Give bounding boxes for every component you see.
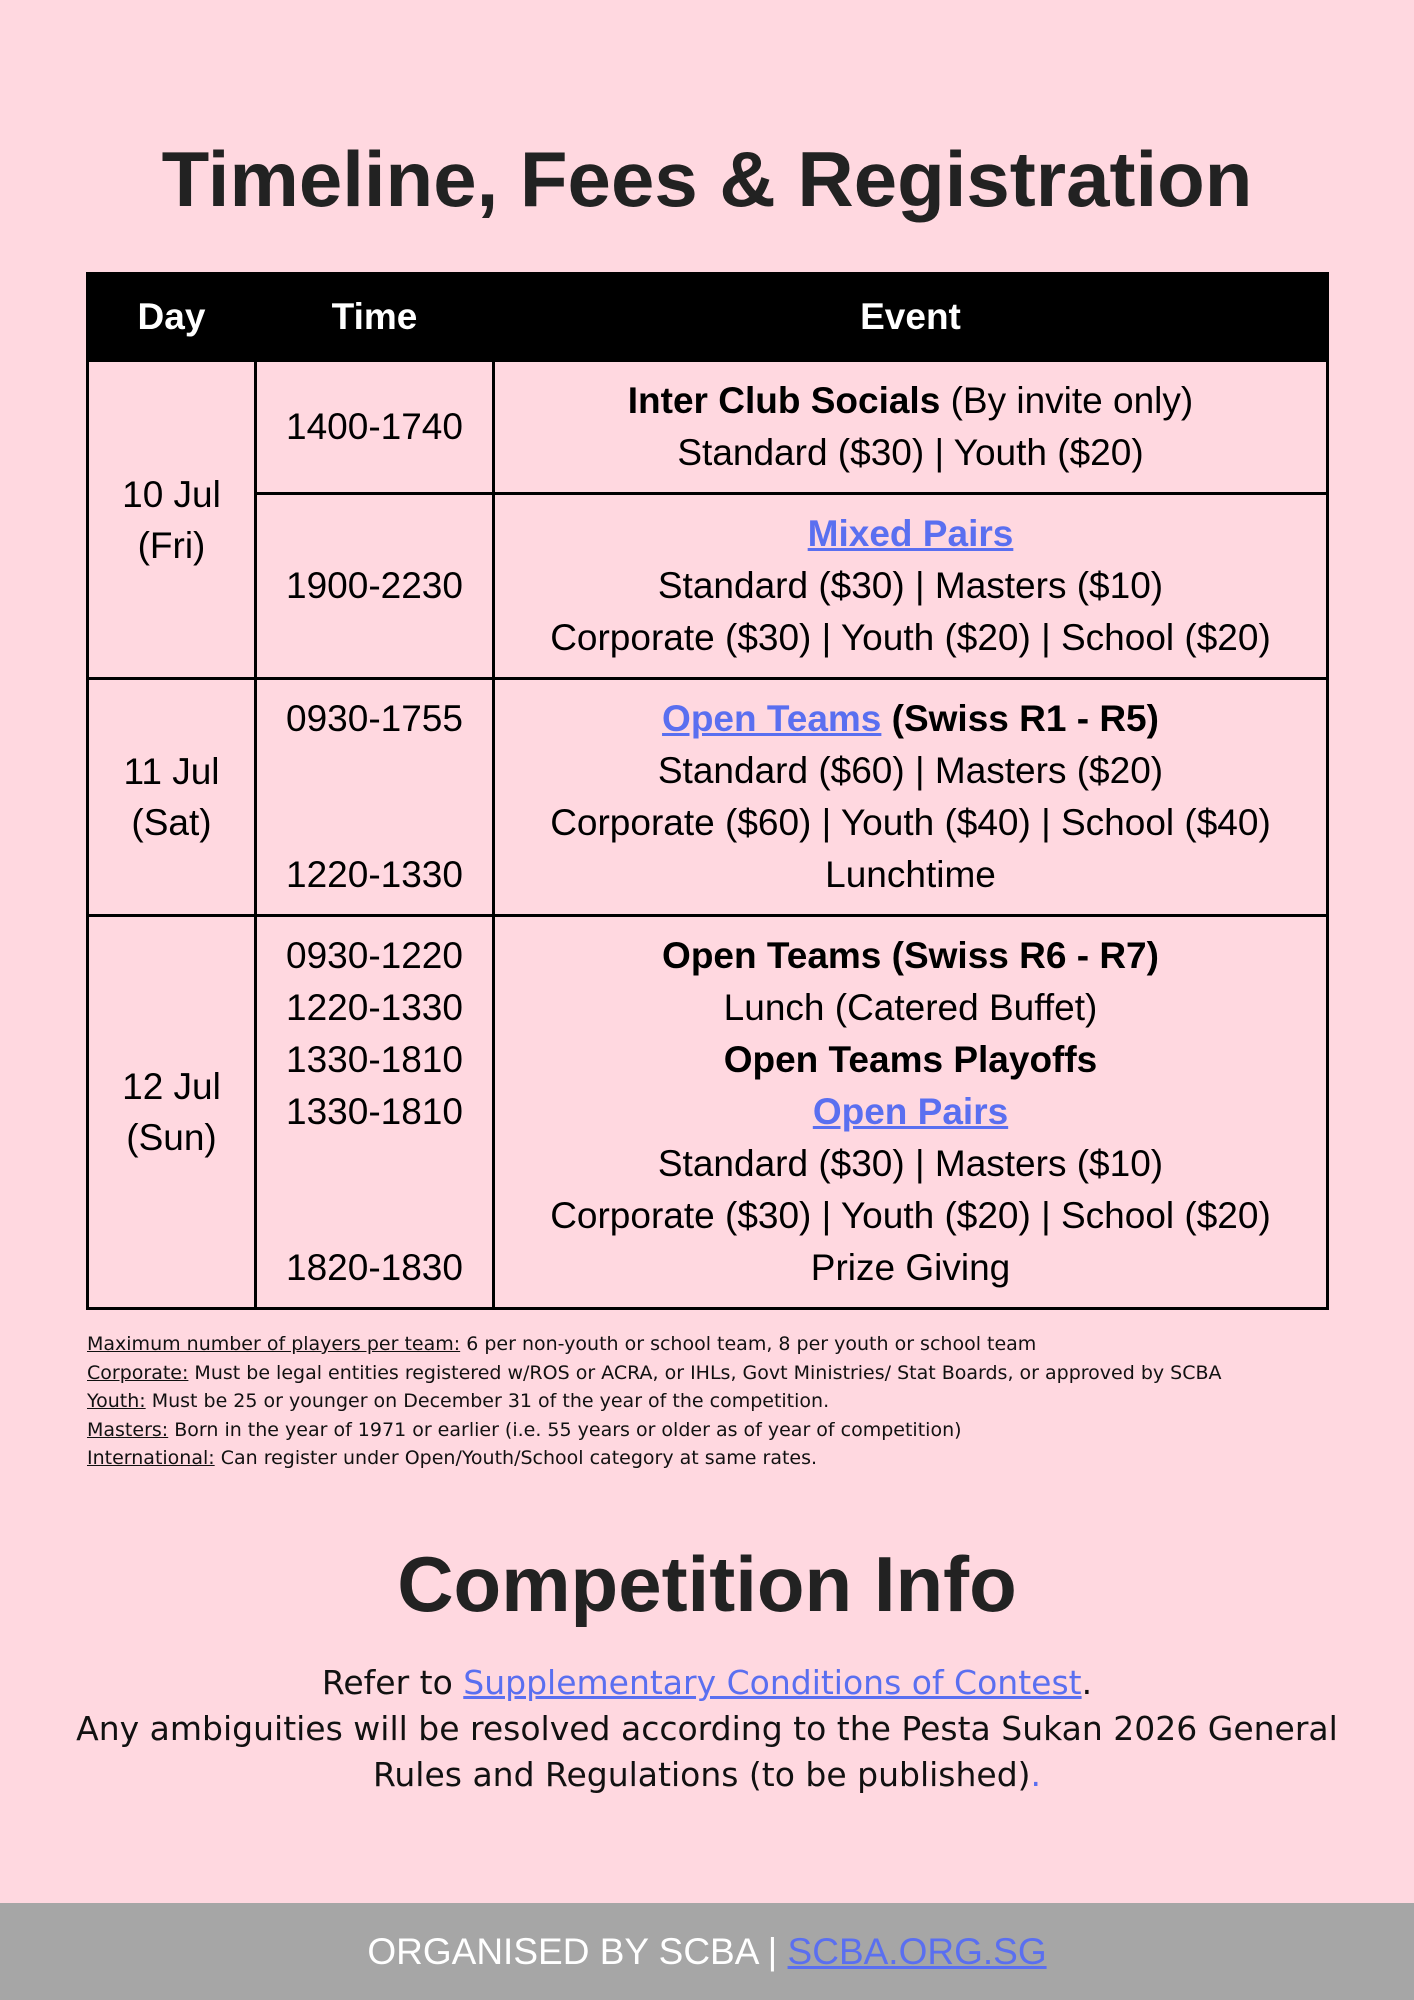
- event-cell: [494, 916, 1328, 1309]
- page-title: Timeline, Fees & Registration: [161, 135, 1253, 223]
- note-label: Corporate:: [87, 1361, 189, 1384]
- time-cell: [256, 679, 494, 916]
- schedule-table: [86, 272, 1329, 1310]
- time-value: 1220-1330: [286, 854, 463, 895]
- event-fees: Standard ($30) | Masters ($10): [657, 565, 1164, 606]
- notes-section: [87, 1330, 1347, 1473]
- day-weekday: (Sat): [131, 802, 212, 843]
- event-name: Prize Giving: [810, 1247, 1011, 1288]
- table-row: [88, 916, 1328, 1309]
- table-header-row: [88, 274, 1328, 361]
- event-cell: [494, 361, 1328, 494]
- rules-line-dot: .: [1030, 1755, 1042, 1794]
- note-label: International:: [87, 1447, 215, 1469]
- note-line: [87, 1387, 1347, 1416]
- time-value: 1330-1810: [286, 1039, 463, 1080]
- open-teams-link[interactable]: Open Teams: [662, 698, 882, 739]
- supplementary-conditions-link[interactable]: Supplementary Conditions of Contest: [463, 1663, 1082, 1702]
- time-value: 1330-1810: [286, 1091, 463, 1132]
- event-cell: [494, 494, 1328, 679]
- event-name: Open Teams (Swiss R6 - R7): [662, 935, 1159, 976]
- event-note: (By invite only): [940, 380, 1194, 421]
- footer-organiser: ORGANISED BY SCBA |: [367, 1930, 788, 1972]
- event-name: Inter Club Socials: [627, 380, 941, 421]
- event-fees: Standard ($30) | Youth ($20): [677, 432, 1144, 473]
- note-text: Born in the year of 1971 or earlier (i.e. 55 years or older as of year of competition): [168, 1418, 962, 1441]
- ambiguities-line: Any ambiguities will be resolved according to the Pesta Sukan 2026 General: [76, 1709, 1338, 1748]
- table-row: [88, 361, 1328, 494]
- note-line: [87, 1359, 1347, 1388]
- event-fees: Corporate ($30) | Youth ($20) | School ($20): [550, 617, 1271, 658]
- time-value: 1820-1830: [286, 1247, 463, 1288]
- event-fees: Corporate ($60) | Youth ($40) | School ($40): [550, 802, 1271, 843]
- refer-prefix: Refer to: [321, 1663, 464, 1702]
- event-fees: Standard ($30) | Masters ($10): [657, 1143, 1164, 1184]
- day-cell: [88, 679, 256, 916]
- time-cell: [256, 916, 494, 1309]
- footer-bar: [0, 1903, 1414, 2000]
- day-date: 11 Jul: [123, 751, 220, 792]
- day-date: 10 Jul: [122, 473, 221, 515]
- header-time: Time: [256, 274, 494, 361]
- note-text: Can register under Open/Youth/School category at same rates.: [214, 1447, 818, 1469]
- open-pairs-link[interactable]: Open Pairs: [812, 1091, 1009, 1132]
- event-name: Open Teams Playoffs: [723, 1039, 1098, 1080]
- time-cell: 1400-1740: [256, 361, 494, 494]
- day-cell: [88, 916, 256, 1309]
- competition-info-heading: Competition Info: [397, 1540, 1017, 1628]
- note-label: Maximum number of players per team:: [87, 1333, 461, 1355]
- table-row: [88, 494, 1328, 679]
- mixed-pairs-link[interactable]: Mixed Pairs: [807, 513, 1014, 554]
- header-day: Day: [88, 274, 256, 361]
- rules-line: Rules and Regulations (to be published): [372, 1755, 1031, 1794]
- note-line: [87, 1330, 1347, 1359]
- day-date: 12 Jul: [122, 1066, 221, 1107]
- note-line: [87, 1444, 1347, 1473]
- competition-info-text: [0, 1660, 1414, 1798]
- day-weekday: (Fri): [137, 524, 206, 566]
- event-name: Lunch (Catered Buffet): [723, 987, 1098, 1028]
- time-value: 1220-1330: [286, 987, 463, 1028]
- event-note: (Swiss R1 - R5): [881, 698, 1159, 739]
- event-fees: Standard ($60) | Masters ($20): [657, 750, 1164, 791]
- note-text: 6 per non-youth or school team, 8 per youth or school team: [460, 1333, 1037, 1355]
- note-line: [87, 1416, 1347, 1445]
- time-value: 0930-1220: [286, 935, 463, 976]
- event-cell: [494, 679, 1328, 916]
- note-text: Must be 25 or younger on December 31 of the year of the competition.: [145, 1390, 830, 1412]
- refer-suffix: .: [1081, 1663, 1093, 1702]
- scba-website-link[interactable]: SCBA.ORG.SG: [787, 1930, 1047, 1972]
- event-lunch: Lunchtime: [825, 854, 996, 895]
- event-fees: Corporate ($30) | Youth ($20) | School ($20): [550, 1195, 1271, 1236]
- day-weekday: (Sun): [126, 1117, 217, 1158]
- note-label: Masters:: [87, 1418, 169, 1441]
- table-row: [88, 679, 1328, 916]
- day-cell: [88, 361, 256, 679]
- time-cell: 1900-2230: [256, 494, 494, 679]
- note-text: Must be legal entities registered w/ROS or ACRA, or IHLs, Govt Ministries/ Stat Boards, or approved by SCBA: [188, 1361, 1222, 1384]
- time-value: 0930-1755: [286, 698, 463, 739]
- note-label: Youth:: [87, 1390, 146, 1412]
- header-event: Event: [494, 274, 1328, 361]
